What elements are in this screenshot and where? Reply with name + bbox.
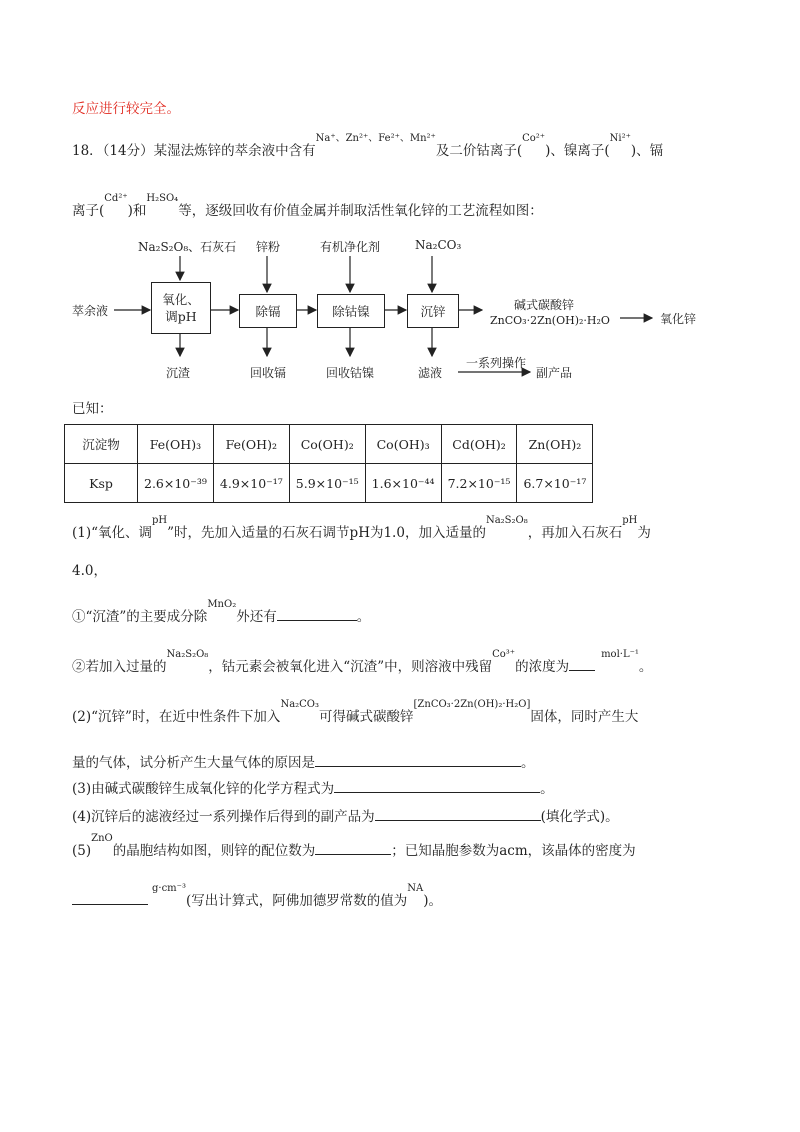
- step-coni-removal-box: [317, 294, 385, 328]
- output-3: 回收钴镍: [326, 366, 375, 380]
- unit-term: mol·L⁻¹: [601, 649, 639, 660]
- answer-blank[interactable]: [277, 606, 357, 621]
- output-1: 沉渣: [166, 366, 191, 380]
- part2-text: 固体，同时产生大: [530, 709, 639, 725]
- table-row: [65, 464, 593, 503]
- known-label: 已知：: [72, 401, 113, 417]
- intro-conclusion: 反应进行较完全。: [72, 101, 180, 117]
- sub1-text: ①“沉渣”的主要成分除: [72, 609, 208, 625]
- table-cell: Fe(OH)₂: [213, 425, 289, 464]
- na2co3-term: Na₂CO₃: [280, 699, 320, 710]
- reagent-2: 锌粉: [256, 240, 281, 254]
- step-zn-precip-label: 沉锌: [420, 303, 446, 319]
- step-zn-precip-box: [407, 294, 459, 328]
- table-row: [65, 425, 593, 464]
- answer-blank[interactable]: [375, 806, 541, 821]
- table-cell: 4.9×10⁻¹⁷: [213, 464, 289, 503]
- q18-text: 离子(: [72, 203, 105, 219]
- answer-blank[interactable]: [569, 656, 595, 671]
- na2s2o8-term: Na₂S₂O₈: [166, 649, 209, 660]
- part5-text: ；已知晶胞参数为acm，该晶体的密度为: [391, 843, 636, 859]
- part5-text: 的晶胞结构如图，则锌的配位数为: [112, 843, 316, 859]
- product-formula: ZnCO₃·2Zn(OH)₂·H₂O: [490, 314, 610, 327]
- table-cell: 7.2×10⁻¹⁵: [441, 464, 517, 503]
- q18-text: 及二价钴离子(: [435, 143, 523, 159]
- table-cell: Cd(OH)₂: [441, 425, 517, 464]
- ph-term: pH: [152, 515, 168, 526]
- table-cell: Ksp: [65, 464, 138, 503]
- table-cell: Co(OH)₃: [365, 425, 441, 464]
- table-cell: 沉淀物: [65, 425, 138, 464]
- series-ops-label: 一系列操作: [466, 356, 527, 370]
- part4-text: (填化学式)。: [540, 809, 619, 825]
- unit-term: g·cm⁻³: [152, 883, 186, 894]
- part1-text: ”时，先加入适量的石灰石调节pH为1.0，加入适量的: [167, 525, 486, 541]
- q18-text: )、镉: [630, 143, 664, 159]
- part2-text: 。: [521, 755, 535, 771]
- part3-stem: [72, 778, 554, 798]
- part4-text: (4)沉锌后的滤液经过一系列操作后得到的副产品为: [72, 809, 375, 825]
- zno-term: ZnO: [91, 833, 113, 844]
- part5-text: )。: [423, 893, 442, 909]
- part2-text: 量的气体，试分析产生大量气体的原因是: [72, 755, 315, 771]
- ksp-table: [64, 424, 593, 503]
- feed-label: 萃余液: [72, 304, 109, 318]
- answer-blank[interactable]: [315, 840, 391, 855]
- part2-text: (2)“沉锌”时，在近中性条件下加入: [72, 709, 281, 725]
- sub2-text: 的浓度为: [515, 659, 570, 675]
- answer-blank[interactable]: [72, 890, 148, 905]
- part5-text: (5): [72, 843, 92, 859]
- part1-text: 为: [637, 525, 651, 541]
- part1-stem: [72, 515, 651, 544]
- step-cd-removal-label: 除镉: [255, 303, 281, 319]
- na2s2o8-term: Na₂S₂O₈: [485, 515, 528, 526]
- avogadro-term: NA: [407, 883, 424, 894]
- sub1-text: 。: [356, 609, 371, 625]
- q18-text: )和: [127, 203, 147, 219]
- basic-zinc-carbonate-formula: [ZnCO₃·2Zn(OH)₂·H₂O]: [413, 699, 531, 710]
- part2-text: 可得碱式碳酸锌: [319, 709, 414, 725]
- table-cell: 6.7×10⁻¹⁷: [517, 464, 593, 503]
- table-cell: 2.6×10⁻³⁹: [138, 464, 214, 503]
- co3-term: Co³⁺: [492, 649, 516, 660]
- part2-stem: [72, 699, 639, 728]
- table-cell: Co(OH)₂: [289, 425, 365, 464]
- ph-term: pH: [622, 515, 638, 526]
- table-cell: Fe(OH)₃: [138, 425, 214, 464]
- table-cell: 1.6×10⁻⁴⁴: [365, 464, 441, 503]
- part3-text: (3)由碱式碳酸锌生成氧化锌的化学方程式为: [72, 781, 335, 797]
- ions-list: Na⁺、Zn²⁺、Fe²⁺、Mn²⁺: [315, 133, 436, 144]
- part2-stem-cont: [72, 752, 535, 772]
- part5-stem: [72, 833, 636, 862]
- q18-number: 18．（14分）某湿法炼锌的萃余液中含有: [72, 143, 316, 159]
- step-cd-removal-box: [239, 294, 297, 328]
- answer-blank[interactable]: [315, 752, 521, 767]
- flow-arrows: [0, 0, 800, 400]
- reagent-3: 有机净化剂: [320, 240, 381, 254]
- part1-text: ，再加入石灰石: [527, 525, 623, 541]
- cd-ion: Cd²⁺: [104, 193, 128, 204]
- part5-text: (写出计算式，阿佛加德罗常数的值为: [185, 893, 408, 909]
- output-2: 回收镉: [250, 366, 287, 380]
- reagent-1: Na₂S₂O₈、石灰石: [138, 240, 237, 254]
- ni-ion: Ni²⁺: [609, 133, 631, 144]
- output-4: 滤液: [418, 366, 443, 380]
- step-coni-removal-label: 除钴镍: [332, 303, 370, 319]
- sub2-text: ，钴元素会被氧化进入“沉渣”中，则溶液中残留: [208, 659, 493, 675]
- part4-stem: [72, 806, 619, 826]
- reagent-4: Na₂CO₃: [415, 238, 462, 252]
- table-cell: 5.9×10⁻¹⁵: [289, 464, 365, 503]
- part1-stem-cont: 4.0，: [72, 563, 107, 579]
- h2so4: H₂SO₄: [146, 193, 179, 204]
- part1-sub1: [72, 599, 371, 628]
- sub2-text: ②若加入过量的: [72, 659, 167, 675]
- answer-blank[interactable]: [334, 778, 540, 793]
- part3-text: 。: [540, 781, 554, 797]
- step-oxidize-box: [151, 282, 211, 334]
- product-name: 碱式碳酸锌: [514, 298, 575, 312]
- q18-text: )、镍离子(: [545, 143, 610, 159]
- part1-text: (1)“氧化、调: [72, 525, 153, 541]
- table-cell: Zn(OH)₂: [517, 425, 593, 464]
- mno2-term: MnO₂: [207, 599, 237, 610]
- final-product: 氧化锌: [660, 312, 697, 326]
- step-oxidize-label: 氧化、调pH: [162, 292, 200, 324]
- co-ion: Co²⁺: [522, 133, 546, 144]
- byproduct-label: 副产品: [536, 366, 573, 380]
- sub1-text: 外还有: [236, 609, 277, 625]
- sub2-text: 。: [638, 659, 653, 675]
- q18-text: 等，逐级回收有价值金属并制取活性氧化锌的工艺流程如图：: [178, 203, 543, 219]
